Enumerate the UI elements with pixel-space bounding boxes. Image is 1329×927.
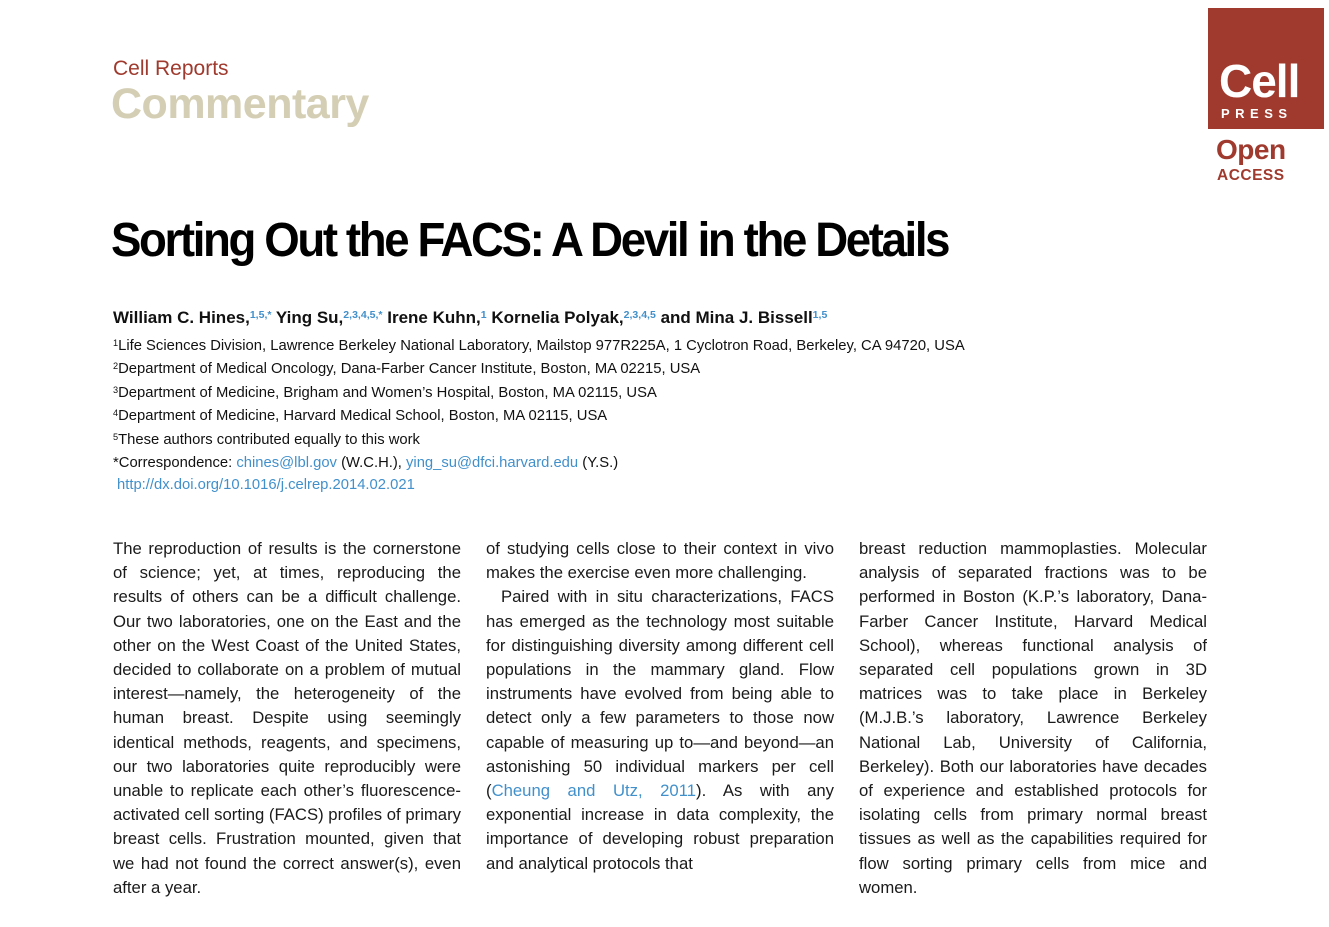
body-text: ). As with any exponential increase in data complexity, the importance of developing robust preparation and analytical protocols that [486, 781, 834, 873]
body-column [113, 537, 461, 927]
author-affiliation-superscript: 2,3,4,5 [623, 309, 656, 322]
affiliation-superscript: 5 [113, 431, 119, 442]
author-name: Ying Su, [271, 308, 344, 327]
author-affiliation-superscript: 1,5,* [249, 309, 272, 322]
body-paragraph [113, 537, 461, 900]
affiliation-superscript: 2 [113, 361, 119, 372]
correspondence-label: *Correspondence: [113, 455, 237, 472]
affiliation-text: Department of Medicine, Brigham and Women’s Hospital, Boston, MA 02115, USA [118, 384, 657, 401]
correspondence-email-link[interactable]: ying_su@dfci.harvard.edu [406, 455, 579, 472]
doi-link[interactable]: http://dx.doi.org/10.1016/j.celrep.2014.02.021 [117, 477, 415, 494]
affiliation-superscript: 1 [113, 337, 119, 348]
body-text: breast reduction mammoplasties. Molecular analysis of separated fractions was to be performed in Boston (K.P.’s laboratory, Dana-Farber Cancer Institute, Harvard Medical School), whereas functional analysis of separated cell populations grown in 3D matrices was to take place in Berkeley (M.J.B.’s laboratory, Lawrence Berkeley National Lab, University of California, Berkeley). Both our laboratories have decades of experience and established protocols for isolating cells from primary normal breast tissues as well as the capabilities required for flow sorting primary cells from mice and women. [859, 539, 1207, 897]
open-access-open-label: Open [1216, 134, 1286, 165]
affiliation-superscript: 3 [113, 384, 119, 395]
page-title: Sorting Out the FACS: A Devil in the Details [111, 214, 949, 267]
body-column [859, 537, 1207, 927]
author-affiliation-superscript: 1 [480, 309, 487, 322]
author-name: William C. Hines, [113, 308, 250, 327]
body-paragraph [859, 537, 1207, 900]
correspondence-line [113, 452, 965, 474]
cell-press-logo [1208, 8, 1324, 129]
correspondence-text: (W.C.H.), [336, 455, 407, 472]
author-list [113, 308, 827, 328]
affiliation-list [113, 335, 965, 452]
affiliation-line [113, 429, 965, 452]
article-meta [113, 335, 965, 497]
affiliation-text: Life Sciences Division, Lawrence Berkeley National Laboratory, Mailstop 977R225A, 1 Cyclotron Road, Berkeley, CA 94720, USA [118, 338, 965, 354]
article-type-label: Commentary [111, 80, 369, 128]
citation-link[interactable]: Cheung and Utz, 2011 [491, 781, 697, 801]
affiliation-text: These authors contributed equally to this work [118, 431, 420, 448]
body-column [486, 537, 834, 927]
correspondence-email-link[interactable]: chines@lbl.gov [236, 455, 337, 472]
author-name: Kornelia Polyak, [486, 308, 624, 327]
cell-press-label: PRESS [1221, 106, 1293, 121]
correspondence-text: (Y.S.) [578, 455, 619, 472]
affiliation-superscript: 4 [113, 408, 119, 419]
open-access-access-label: ACCESS [1217, 167, 1285, 184]
affiliation-line [113, 382, 965, 405]
affiliation-text: Department of Medicine, Harvard Medical School, Boston, MA 02115, USA [118, 408, 608, 425]
article-body [113, 537, 1207, 927]
body-paragraph [486, 537, 834, 585]
author-name: and Mina J. Bissell [655, 308, 813, 327]
author-name: Irene Kuhn, [382, 308, 481, 327]
affiliation-line [113, 358, 965, 381]
cell-logo-wordmark: Cell [1219, 55, 1300, 107]
affiliation-line [113, 335, 965, 358]
journal-name: Cell Reports [113, 57, 229, 80]
body-paragraph [486, 585, 834, 875]
author-affiliation-superscript: 2,3,4,5,* [343, 309, 383, 322]
affiliation-text: Department of Medical Oncology, Dana-Farber Cancer Institute, Boston, MA 02215, USA [118, 361, 701, 378]
body-text: The reproduction of results is the cornerstone of science; yet, at times, reproducing the results of others can be a difficult challenge. Our two laboratories, one on the East and the other on the West Coast of the United States, decided to collaborate on a problem of mutual interest—namely, the heterogeneity of the human breast. Despite using seemingly identical methods, reagents, and specimens, our two laboratories quite reproducibly were unable to replicate each other’s fluorescence-activated cell sorting (FACS) profiles of primary breast cells. Frustration mounted, given that we had not found the correct answer(s), even after a year. [113, 539, 461, 897]
body-text: Paired with in situ characterizations, FACS has emerged as the technology most suitable for distinguishing diversity among different cell populations in the mammary gland. Flow instruments have evolved from being able to detect only a few parameters to those now capable of measuring up to—and beyond—an astonishing 50 individual markers per cell ( [486, 587, 834, 801]
body-text: of studying cells close to their context in vivo makes the exercise even more challenging. [486, 539, 834, 583]
author-affiliation-superscript: 1,5 [812, 309, 828, 322]
affiliation-line [113, 405, 965, 428]
